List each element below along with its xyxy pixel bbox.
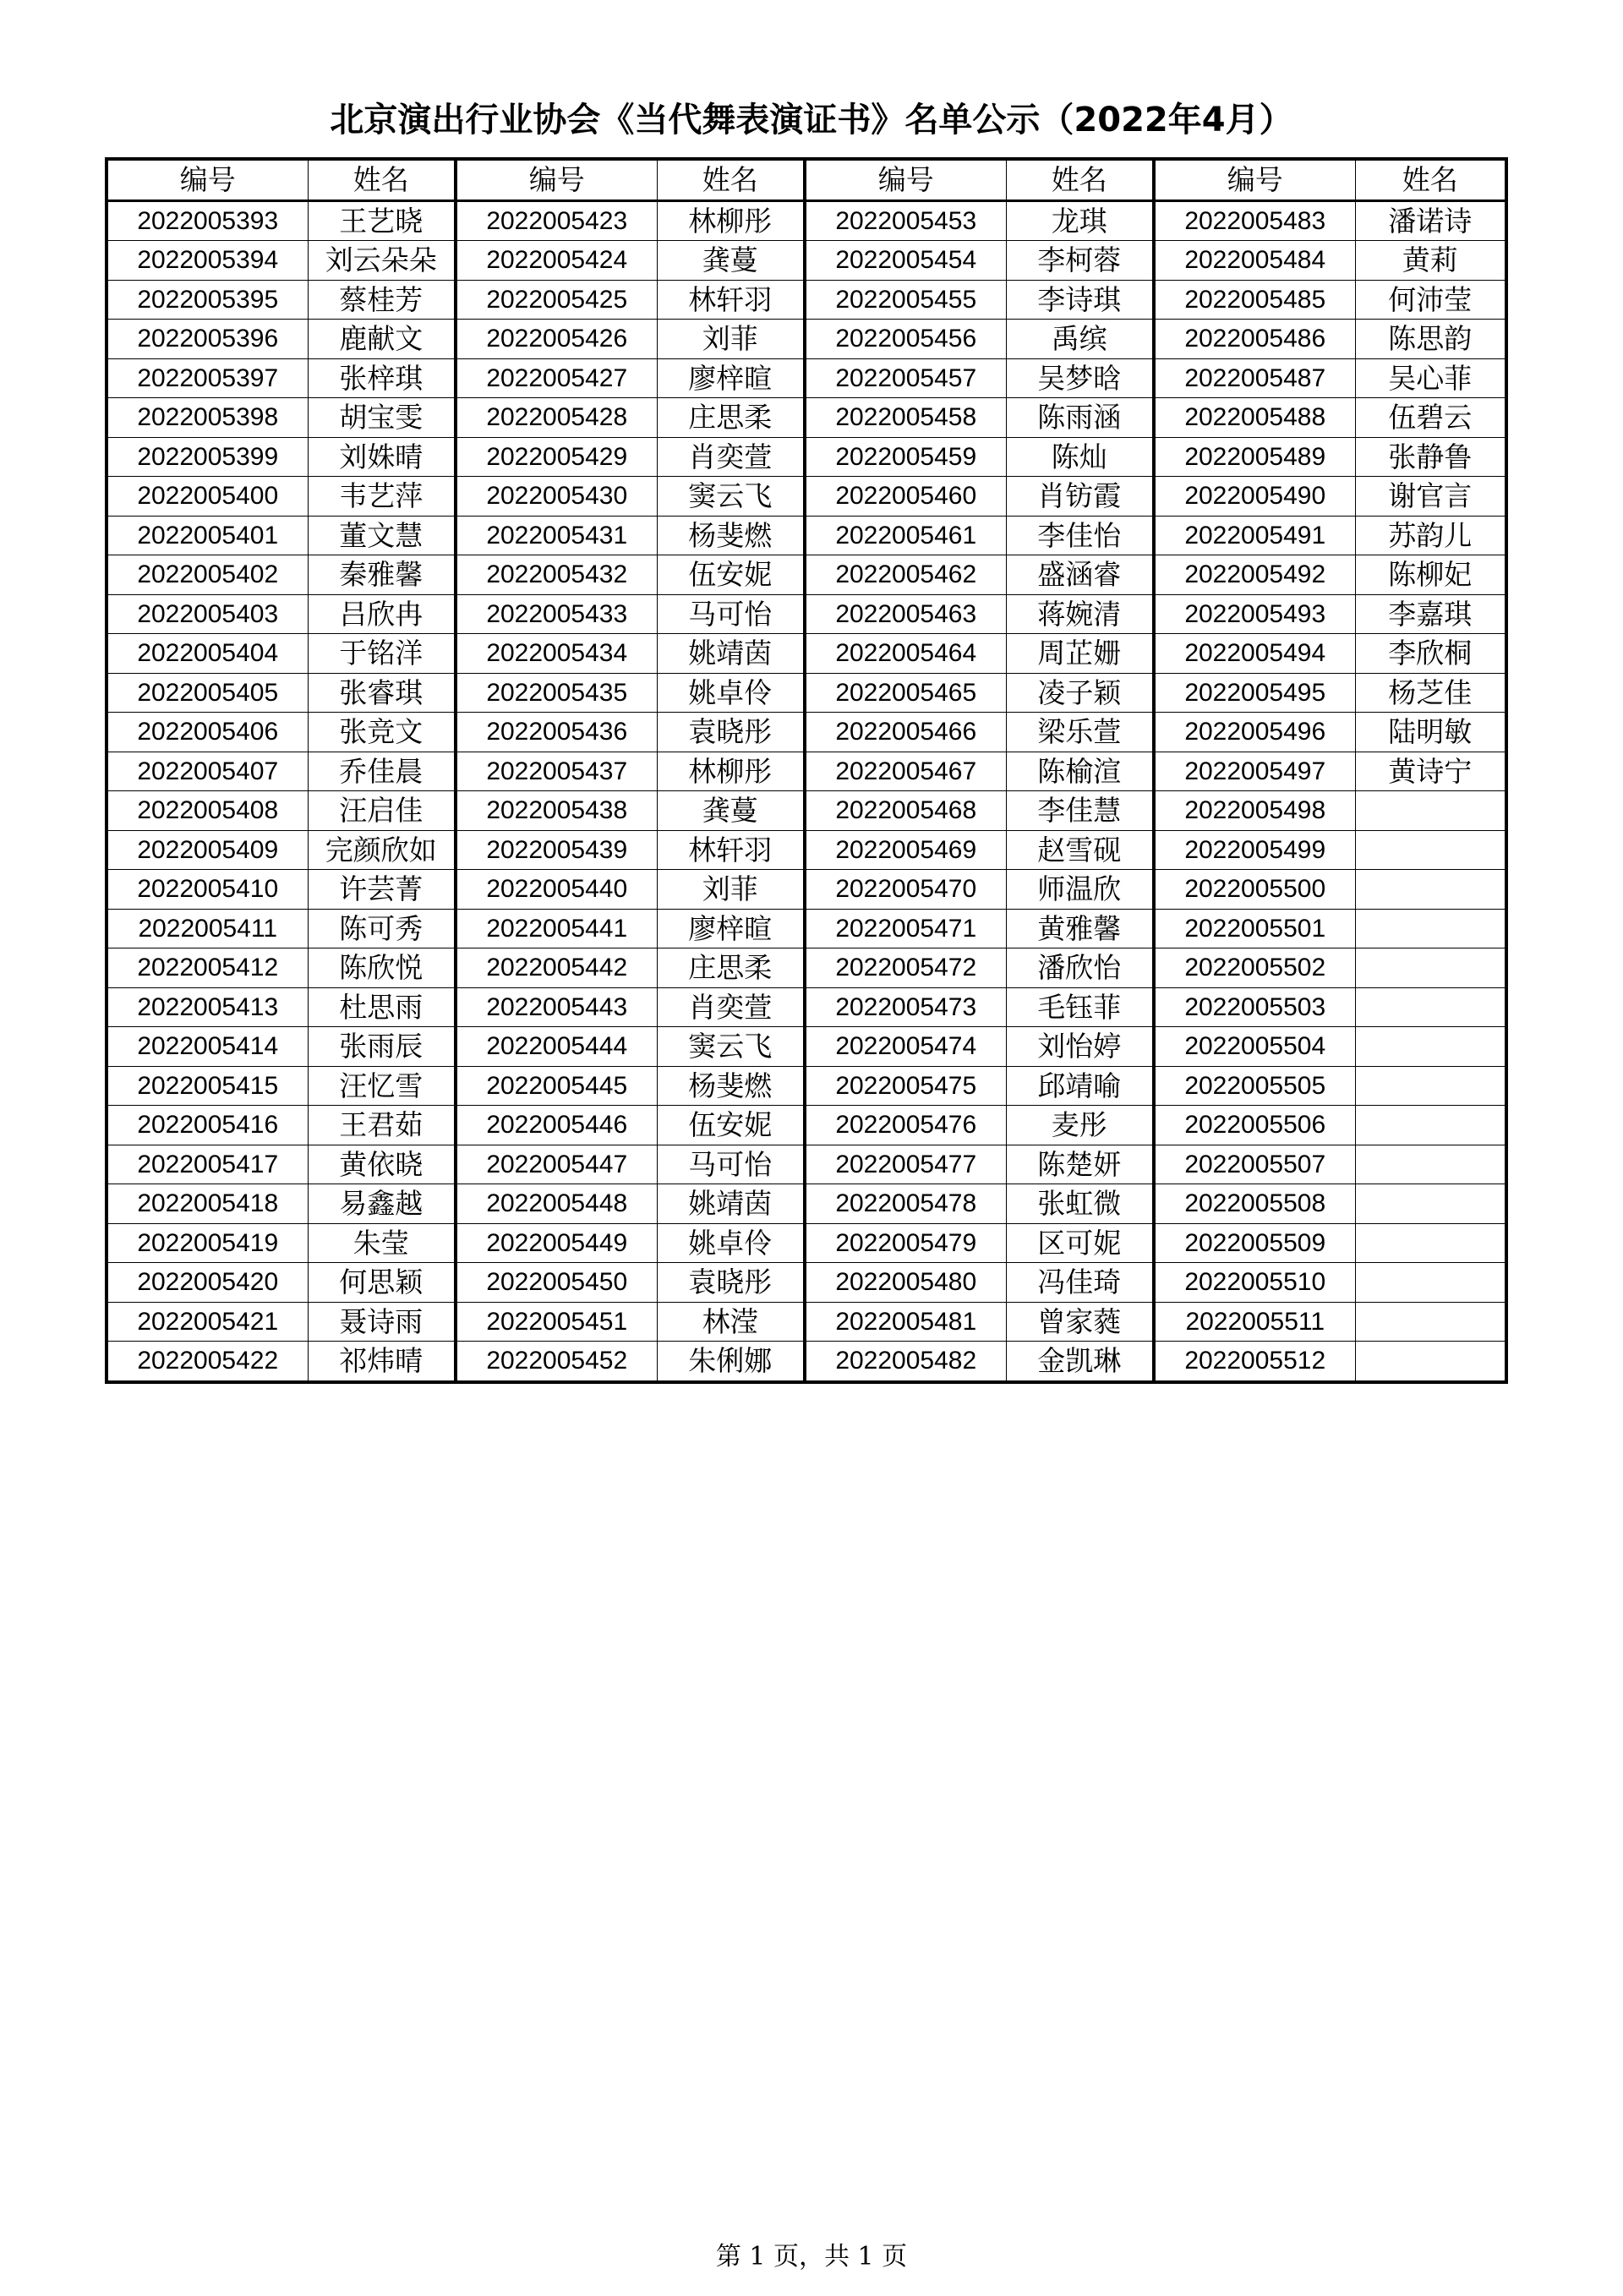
person-name-cell: 黄依晓 [308,1145,456,1184]
person-name-cell: 祁炜晴 [308,1342,456,1382]
column-header-name: 姓名 [657,159,805,200]
person-name-cell: 杨斐燃 [657,516,805,555]
certificate-number-cell: 2022005416 [107,1106,308,1145]
certificate-number-cell: 2022005508 [1154,1184,1355,1224]
person-name-cell: 韦艺萍 [308,477,456,517]
table-row [107,870,1506,910]
certificate-number-cell: 2022005441 [456,909,657,948]
table-row [107,555,1506,595]
certificate-number-cell: 2022005478 [805,1184,1006,1224]
certificate-number-cell: 2022005427 [456,358,657,398]
person-name-cell: 秦雅馨 [308,555,456,595]
certificate-number-cell: 2022005410 [107,870,308,910]
table-row [107,830,1506,870]
certificate-number-cell: 2022005422 [107,1342,308,1382]
certificate-number-cell: 2022005472 [805,948,1006,988]
certificate-number-cell: 2022005498 [1154,791,1355,831]
certificate-number-cell: 2022005497 [1154,752,1355,791]
person-name-cell: 黄雅馨 [1006,909,1154,948]
table-row [107,987,1506,1027]
person-name-cell [1355,870,1506,910]
person-name-cell: 王艺晓 [308,200,456,241]
certificate-number-cell: 2022005477 [805,1145,1006,1184]
certificate-number-cell: 2022005467 [805,752,1006,791]
person-name-cell: 汪启佳 [308,791,456,831]
person-name-cell: 肖奕萱 [657,437,805,477]
table-row [107,1223,1506,1263]
person-name-cell [1355,1184,1506,1224]
certificate-number-cell: 2022005454 [805,241,1006,281]
table-row [107,948,1506,988]
person-name-cell: 陈柳妃 [1355,555,1506,595]
roster-table [105,157,1508,1384]
certificate-number-cell: 2022005404 [107,634,308,674]
certificate-number-cell: 2022005461 [805,516,1006,555]
person-name-cell: 于铭洋 [308,634,456,674]
person-name-cell: 鹿献文 [308,320,456,359]
certificate-number-cell: 2022005511 [1154,1302,1355,1342]
certificate-number-cell: 2022005442 [456,948,657,988]
certificate-number-cell: 2022005444 [456,1027,657,1067]
certificate-number-cell: 2022005509 [1154,1223,1355,1263]
person-name-cell: 陈可秀 [308,909,456,948]
certificate-number-cell: 2022005465 [805,673,1006,713]
person-name-cell: 许芸菁 [308,870,456,910]
table-row [107,320,1506,359]
person-name-cell: 黄诗宁 [1355,752,1506,791]
certificate-number-cell: 2022005400 [107,477,308,517]
person-name-cell: 庄思柔 [657,398,805,438]
page-title: 北京演出行业协会《当代舞表演证书》名单公示（2022年4月） [330,101,1293,139]
certificate-number-cell: 2022005399 [107,437,308,477]
column-header-id: 编号 [805,159,1006,200]
table-row [107,358,1506,398]
table-row [107,1184,1506,1224]
certificate-number-cell: 2022005495 [1154,673,1355,713]
person-name-cell: 袁晓彤 [657,713,805,752]
person-name-cell [1355,1145,1506,1184]
person-name-cell: 刘菲 [657,320,805,359]
certificate-number-cell: 2022005433 [456,594,657,634]
certificate-number-cell: 2022005423 [456,200,657,241]
certificate-number-cell: 2022005418 [107,1184,308,1224]
person-name-cell: 李欣桐 [1355,634,1506,674]
certificate-number-cell: 2022005452 [456,1342,657,1382]
table-row [107,398,1506,438]
certificate-number-cell: 2022005417 [107,1145,308,1184]
certificate-number-cell: 2022005459 [805,437,1006,477]
certificate-number-cell: 2022005490 [1154,477,1355,517]
person-name-cell: 龙琪 [1006,200,1154,241]
person-name-cell: 谢官言 [1355,477,1506,517]
table-row [107,752,1506,791]
certificate-number-cell: 2022005436 [456,713,657,752]
certificate-number-cell: 2022005474 [805,1027,1006,1067]
certificate-number-cell: 2022005429 [456,437,657,477]
person-name-cell: 蒋婉清 [1006,594,1154,634]
person-name-cell: 袁晓彤 [657,1263,805,1303]
table-row [107,1027,1506,1067]
person-name-cell: 马可怡 [657,594,805,634]
table-row [107,200,1506,241]
person-name-cell [1355,1106,1506,1145]
person-name-cell: 陈楚妍 [1006,1145,1154,1184]
person-name-cell: 朱俐娜 [657,1342,805,1382]
certificate-number-cell: 2022005439 [456,830,657,870]
person-name-cell: 王君茹 [308,1106,456,1145]
person-name-cell: 区可妮 [1006,1223,1154,1263]
person-name-cell: 陈欣悦 [308,948,456,988]
person-name-cell: 陈榆渲 [1006,752,1154,791]
certificate-number-cell: 2022005401 [107,516,308,555]
person-name-cell: 龚蔓 [657,241,805,281]
certificate-number-cell: 2022005500 [1154,870,1355,910]
person-name-cell: 伍碧云 [1355,398,1506,438]
roster-body [107,200,1506,1382]
certificate-number-cell: 2022005494 [1154,634,1355,674]
person-name-cell [1355,1027,1506,1067]
certificate-number-cell: 2022005394 [107,241,308,281]
person-name-cell [1355,987,1506,1027]
person-name-cell: 易鑫越 [308,1184,456,1224]
certificate-number-cell: 2022005473 [805,987,1006,1027]
person-name-cell: 张虹微 [1006,1184,1154,1224]
certificate-number-cell: 2022005480 [805,1263,1006,1303]
certificate-number-cell: 2022005496 [1154,713,1355,752]
person-name-cell: 姚卓伶 [657,673,805,713]
certificate-number-cell: 2022005435 [456,673,657,713]
person-name-cell: 周芷姗 [1006,634,1154,674]
table-row [107,1145,1506,1184]
person-name-cell: 廖梓暄 [657,909,805,948]
header-row [107,159,1506,200]
person-name-cell: 冯佳琦 [1006,1263,1154,1303]
person-name-cell: 杨斐燃 [657,1066,805,1106]
person-name-cell: 刘云朵朵 [308,241,456,281]
table-row [107,1106,1506,1145]
certificate-number-cell: 2022005393 [107,200,308,241]
certificate-number-cell: 2022005419 [107,1223,308,1263]
person-name-cell: 马可怡 [657,1145,805,1184]
person-name-cell: 毛钰菲 [1006,987,1154,1027]
certificate-number-cell: 2022005421 [107,1302,308,1342]
certificate-number-cell: 2022005479 [805,1223,1006,1263]
certificate-number-cell: 2022005407 [107,752,308,791]
certificate-number-cell: 2022005455 [805,280,1006,320]
person-name-cell: 姚靖茵 [657,1184,805,1224]
person-name-cell [1355,791,1506,831]
certificate-number-cell: 2022005505 [1154,1066,1355,1106]
person-name-cell: 刘姝晴 [308,437,456,477]
certificate-number-cell: 2022005486 [1154,320,1355,359]
certificate-number-cell: 2022005413 [107,987,308,1027]
certificate-number-cell: 2022005471 [805,909,1006,948]
person-name-cell: 张梓琪 [308,358,456,398]
person-name-cell: 伍安妮 [657,1106,805,1145]
certificate-number-cell: 2022005492 [1154,555,1355,595]
certificate-number-cell: 2022005457 [805,358,1006,398]
certificate-number-cell: 2022005415 [107,1066,308,1106]
table-row [107,1342,1506,1382]
certificate-number-cell: 2022005451 [456,1302,657,1342]
certificate-number-cell: 2022005491 [1154,516,1355,555]
certificate-number-cell: 2022005468 [805,791,1006,831]
certificate-number-cell: 2022005499 [1154,830,1355,870]
certificate-number-cell: 2022005489 [1154,437,1355,477]
certificate-number-cell: 2022005445 [456,1066,657,1106]
person-name-cell: 何沛莹 [1355,280,1506,320]
person-name-cell: 李佳慧 [1006,791,1154,831]
person-name-cell: 姚卓伶 [657,1223,805,1263]
certificate-number-cell: 2022005446 [456,1106,657,1145]
person-name-cell: 张睿琪 [308,673,456,713]
person-name-cell: 林柳彤 [657,200,805,241]
person-name-cell: 陈灿 [1006,437,1154,477]
certificate-number-cell: 2022005434 [456,634,657,674]
certificate-number-cell: 2022005458 [805,398,1006,438]
certificate-number-cell: 2022005438 [456,791,657,831]
person-name-cell: 林轩羽 [657,280,805,320]
certificate-number-cell: 2022005437 [456,752,657,791]
person-name-cell: 禹缤 [1006,320,1154,359]
certificate-number-cell: 2022005464 [805,634,1006,674]
person-name-cell: 龚蔓 [657,791,805,831]
certificate-number-cell: 2022005426 [456,320,657,359]
person-name-cell: 汪忆雪 [308,1066,456,1106]
certificate-number-cell: 2022005481 [805,1302,1006,1342]
certificate-number-cell: 2022005469 [805,830,1006,870]
person-name-cell: 凌子颖 [1006,673,1154,713]
person-name-cell: 赵雪砚 [1006,830,1154,870]
certificate-number-cell: 2022005507 [1154,1145,1355,1184]
certificate-number-cell: 2022005448 [456,1184,657,1224]
person-name-cell: 刘怡婷 [1006,1027,1154,1067]
person-name-cell: 胡宝雯 [308,398,456,438]
table-row [107,241,1506,281]
person-name-cell: 肖奕萱 [657,987,805,1027]
certificate-number-cell: 2022005414 [107,1027,308,1067]
person-name-cell [1355,1223,1506,1263]
person-name-cell: 黄莉 [1355,241,1506,281]
certificate-number-cell: 2022005403 [107,594,308,634]
person-name-cell: 李嘉琪 [1355,594,1506,634]
certificate-number-cell: 2022005456 [805,320,1006,359]
person-name-cell: 李柯蓉 [1006,241,1154,281]
person-name-cell [1355,909,1506,948]
person-name-cell: 盛涵睿 [1006,555,1154,595]
person-name-cell: 张静鲁 [1355,437,1506,477]
certificate-number-cell: 2022005503 [1154,987,1355,1027]
column-header-name: 姓名 [1006,159,1154,200]
table-row [107,477,1506,517]
person-name-cell: 张雨辰 [308,1027,456,1067]
person-name-cell: 潘欣怡 [1006,948,1154,988]
certificate-number-cell: 2022005430 [456,477,657,517]
person-name-cell: 伍安妮 [657,555,805,595]
certificate-number-cell: 2022005470 [805,870,1006,910]
person-name-cell: 聂诗雨 [308,1302,456,1342]
person-name-cell: 庄思柔 [657,948,805,988]
person-name-cell [1355,1302,1506,1342]
table-row [107,594,1506,634]
certificate-number-cell: 2022005453 [805,200,1006,241]
certificate-number-cell: 2022005402 [107,555,308,595]
certificate-number-cell: 2022005420 [107,1263,308,1303]
person-name-cell: 蔡桂芳 [308,280,456,320]
table-row [107,634,1506,674]
certificate-number-cell: 2022005409 [107,830,308,870]
certificate-number-cell: 2022005475 [805,1066,1006,1106]
table-row [107,909,1506,948]
column-header-id: 编号 [456,159,657,200]
person-name-cell: 陆明敏 [1355,713,1506,752]
person-name-cell [1355,1263,1506,1303]
person-name-cell: 李佳怡 [1006,516,1154,555]
certificate-number-cell: 2022005485 [1154,280,1355,320]
certificate-number-cell: 2022005504 [1154,1027,1355,1067]
table-row [107,1263,1506,1303]
certificate-number-cell: 2022005397 [107,358,308,398]
certificate-number-cell: 2022005431 [456,516,657,555]
person-name-cell: 林滢 [657,1302,805,1342]
certificate-number-cell: 2022005462 [805,555,1006,595]
column-header-name: 姓名 [1355,159,1506,200]
certificate-number-cell: 2022005449 [456,1223,657,1263]
certificate-number-cell: 2022005406 [107,713,308,752]
person-name-cell: 梁乐萱 [1006,713,1154,752]
person-name-cell: 肖钫霞 [1006,477,1154,517]
certificate-number-cell: 2022005411 [107,909,308,948]
person-name-cell: 董文慧 [308,516,456,555]
person-name-cell: 朱莹 [308,1223,456,1263]
person-name-cell: 曾家蕤 [1006,1302,1154,1342]
person-name-cell: 金凯琳 [1006,1342,1154,1382]
person-name-cell: 麦彤 [1006,1106,1154,1145]
certificate-number-cell: 2022005510 [1154,1263,1355,1303]
certificate-number-cell: 2022005487 [1154,358,1355,398]
person-name-cell: 陈思韵 [1355,320,1506,359]
certificate-number-cell: 2022005424 [456,241,657,281]
certificate-number-cell: 2022005447 [456,1145,657,1184]
person-name-cell: 潘诺诗 [1355,200,1506,241]
certificate-number-cell: 2022005493 [1154,594,1355,634]
person-name-cell: 杨芝佳 [1355,673,1506,713]
certificate-number-cell: 2022005408 [107,791,308,831]
certificate-number-cell: 2022005398 [107,398,308,438]
certificate-number-cell: 2022005466 [805,713,1006,752]
certificate-number-cell: 2022005502 [1154,948,1355,988]
page-footer: 第 1 页，共 1 页 [715,2242,908,2271]
person-name-cell: 陈雨涵 [1006,398,1154,438]
person-name-cell: 吕欣冉 [308,594,456,634]
certificate-number-cell: 2022005501 [1154,909,1355,948]
person-name-cell [1355,1342,1506,1382]
certificate-number-cell: 2022005488 [1154,398,1355,438]
certificate-number-cell: 2022005440 [456,870,657,910]
table-row [107,1066,1506,1106]
column-header-name: 姓名 [308,159,456,200]
person-name-cell: 张竞文 [308,713,456,752]
certificate-number-cell: 2022005405 [107,673,308,713]
certificate-number-cell: 2022005484 [1154,241,1355,281]
person-name-cell [1355,830,1506,870]
table-row [107,280,1506,320]
person-name-cell: 乔佳晨 [308,752,456,791]
certificate-number-cell: 2022005396 [107,320,308,359]
certificate-number-cell: 2022005428 [456,398,657,438]
certificate-number-cell: 2022005460 [805,477,1006,517]
certificate-number-cell: 2022005443 [456,987,657,1027]
column-header-id: 编号 [107,159,308,200]
table-row [107,713,1506,752]
person-name-cell: 吴心菲 [1355,358,1506,398]
person-name-cell: 廖梓暄 [657,358,805,398]
certificate-number-cell: 2022005483 [1154,200,1355,241]
certificate-number-cell: 2022005425 [456,280,657,320]
person-name-cell [1355,1066,1506,1106]
person-name-cell: 何思颖 [308,1263,456,1303]
person-name-cell: 师温欣 [1006,870,1154,910]
certificate-number-cell: 2022005512 [1154,1342,1355,1382]
certificate-number-cell: 2022005412 [107,948,308,988]
certificate-number-cell: 2022005395 [107,280,308,320]
person-name-cell: 林柳彤 [657,752,805,791]
person-name-cell: 李诗琪 [1006,280,1154,320]
certificate-number-cell: 2022005506 [1154,1106,1355,1145]
person-name-cell: 刘菲 [657,870,805,910]
person-name-cell: 完颜欣如 [308,830,456,870]
column-header-id: 编号 [1154,159,1355,200]
certificate-number-cell: 2022005450 [456,1263,657,1303]
person-name-cell: 苏韵儿 [1355,516,1506,555]
person-name-cell [1355,948,1506,988]
person-name-cell: 姚靖茵 [657,634,805,674]
person-name-cell: 杜思雨 [308,987,456,1027]
person-name-cell: 邱靖喻 [1006,1066,1154,1106]
person-name-cell: 吴梦晗 [1006,358,1154,398]
certificate-number-cell: 2022005463 [805,594,1006,634]
table-row [107,791,1506,831]
table-row [107,673,1506,713]
table-row [107,1302,1506,1342]
certificate-number-cell: 2022005432 [456,555,657,595]
certificate-number-cell: 2022005482 [805,1342,1006,1382]
person-name-cell: 窦云飞 [657,1027,805,1067]
person-name-cell: 林轩羽 [657,830,805,870]
table-row [107,437,1506,477]
table-row [107,516,1506,555]
person-name-cell: 窦云飞 [657,477,805,517]
certificate-number-cell: 2022005476 [805,1106,1006,1145]
